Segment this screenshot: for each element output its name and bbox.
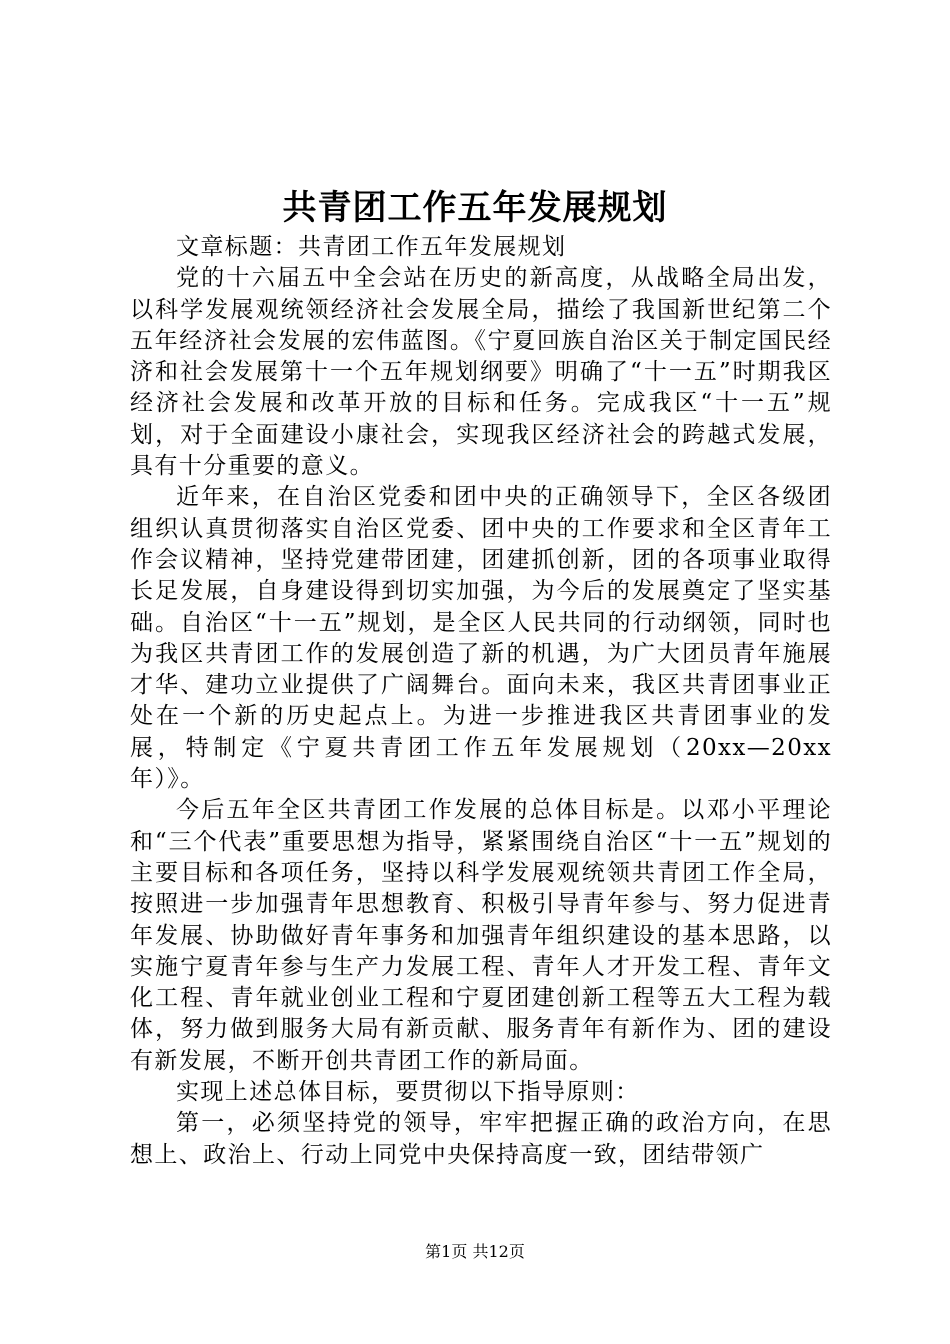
paragraph: 第一，必须坚持党的领导，牢牢把握正确的政治方向，在思想上、政治上、行动上同党中央保持高度一致，团结带领广: [130, 1110, 832, 1168]
paragraph: 近年来，在自治区党委和团中央的正确领导下，全区各级团组织认真贯彻落实自治区党委、团中央的工作要求和全区青年工作会议精神，坚持党建带团建，团建抓创新，团的各项事业取得长足发展，自身建设得到切实加强，为今后的发展奠定了坚实基础。自治区“十一五”规划，是全区人民共同的行动纲领，同时也为我区共青团工作的发展创造了新的机遇，为广大团员青年施展才华、建功立业提供了广阔舞台。面向未来，我区共青团事业正处在一个新的历史起点上。为进一步推进我区共青团事业的发展，特制定《宁夏共青团工作五年发展规划（20xx—20xx年）》。: [130, 484, 832, 793]
document-body: [130, 232, 832, 1171]
document-title: 共青团工作五年发展规划: [282, 188, 668, 228]
page-total: 共12页: [472, 1242, 525, 1261]
paragraph-article-title: 文章标题：共青团工作五年发展规划: [176, 234, 567, 260]
paragraph: 实现上述总体目标，要贯彻以下指导原则：: [176, 1079, 640, 1106]
page-footer: [0, 1241, 950, 1263]
page-number: 第1页: [425, 1242, 468, 1261]
paragraph: 今后五年全区共青团工作发展的总体目标是。以邓小平理论和“三个代表”重要思想为指导，紧紧围绕自治区“十一五”规划的主要目标和各项任务，坚持以科学发展观统领共青团工作全局，按照进一步加强青年思想教育、积极引导青年参与、努力促进青年发展、协助做好青年事务和加强青年组织建设的基本思路，以实施宁夏青年参与生产力发展工程、青年人才开发工程、青年文化工程、青年就业创业工程和宁夏团建创新工程等五大工程为载体，努力做到服务大局有新贡献、服务青年有新作为、团的建设有新发展，不断开创共青团工作的新局面。: [130, 797, 832, 1074]
paragraph: 党的十六届五中全会站在历史的新高度，从战略全局出发，以科学发展观统领经济社会发展全局，描绘了我国新世纪第二个五年经济社会发展的宏伟蓝图。《宁夏回族自治区关于制定国民经济和社会发展第十一个五年规划纲要》明确了“十一五”时期我区经济社会发展和改革开放的目标和任务。完成我区“十一五”规划，对于全面建设小康社会，实现我区经济社会的跨越式发展，具有十分重要的意义。: [130, 265, 832, 480]
